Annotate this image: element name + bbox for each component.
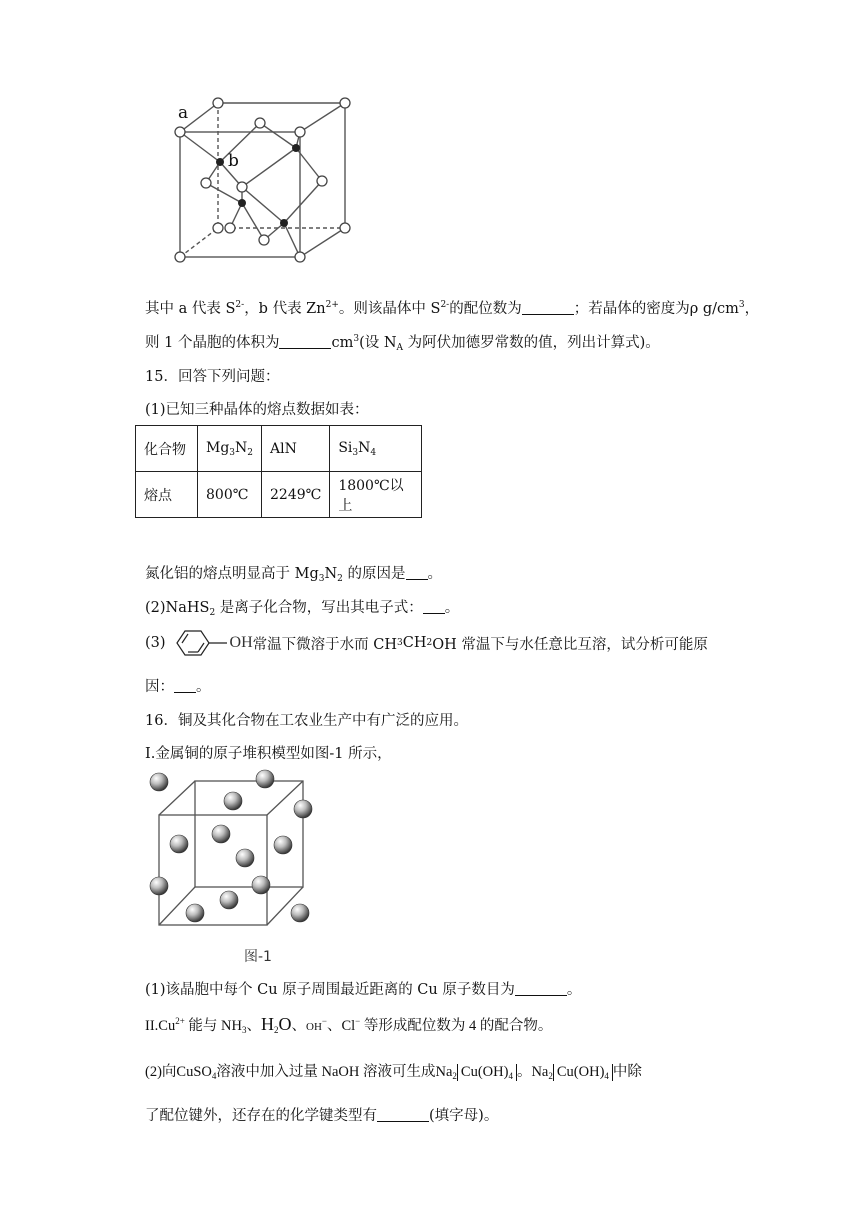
figure-caption: 图-1 — [244, 949, 272, 965]
q15-title: 15．回答下列问题： — [145, 369, 280, 385]
table-row — [136, 472, 422, 518]
table-cell: 2249℃ — [262, 472, 330, 518]
table-header-cell: 化合物 — [136, 426, 198, 472]
q16-q1: (1)该晶胞中每个 Cu 原子周围最近距离的 Cu 原子数目为 。 — [145, 982, 582, 998]
zns-unit-cell-figure — [170, 95, 360, 265]
label-b: b — [228, 151, 239, 171]
cu-fcc-figure — [143, 765, 323, 930]
answer-blank[interactable] — [377, 1107, 429, 1122]
answer-blank[interactable] — [515, 981, 567, 996]
q16-p1: I.金属铜的原子堆积模型如图-1 所示， — [145, 746, 392, 762]
answer-blank[interactable] — [423, 599, 445, 614]
label-a: a — [178, 103, 189, 123]
table-cell: 熔点 — [136, 472, 198, 518]
phenol-ring-icon — [167, 628, 229, 658]
q16-title: 16．铜及其化合物在工农业生产中有广泛的应用。 — [145, 713, 468, 729]
answer-blank[interactable] — [279, 334, 331, 349]
q15-p2: (2)NaHS$_2$ 是离子化合物，写出其电子式： 。 — [145, 600, 460, 618]
q14-line1: 其中 a 代表 $S^{2-}$，b 代表 $Zn^{2+}$。则该晶体中 $S^{2-}$的配位数为 ；若晶体的密度为ρ $g/cm^3$， — [145, 300, 760, 317]
q16-p2: $II.Cu^{2+}$ 能与 $NH_3$、$H_2O$、OH−、Cl− 等形成配位数为 4 的配合物。 — [145, 1014, 553, 1035]
answer-blank[interactable] — [522, 300, 574, 315]
melting-point-table — [135, 425, 422, 518]
table-header-cell: AlN — [262, 426, 330, 472]
q16-q2-line2: 了配位键外，还存在的化学键类型有 (填字母)。 — [145, 1108, 499, 1124]
answer-blank[interactable] — [174, 678, 196, 693]
q15-p3-line2: 因： 。 — [145, 679, 211, 695]
answer-blank[interactable] — [406, 565, 428, 580]
q15-p1: (1)已知三种晶体的熔点数据如表： — [145, 402, 369, 418]
q15-after-table: 氮化铝的熔点明显高于 $Mg_3N_2$ 的原因是 。 — [145, 566, 443, 584]
q16-q2-line1: (2)向CuSO$_4$溶液中加入过量 NaOH 溶液可生成$Na_2$ $Cu(OH)_4$ 。$Na_2$ $Cu(OH)_4$ 中除 — [145, 1064, 642, 1081]
q14-line2: 则 1 个晶胞的体积为 $cm^3$(设 $N_A$ 为阿伏加德罗常数的值，列出计算式)。 — [145, 334, 660, 353]
table-header-cell: $Si_3N_4$ — [330, 426, 422, 472]
table-cell: 800℃ — [198, 472, 262, 518]
table-header-cell: $Mg_3N_2$ — [198, 426, 262, 472]
q15-p3: (3) OH 常温下微溶于水而 CH 3 CH 2 OH 常温下与水任意比互溶，试分析可能原 — [145, 628, 708, 658]
table-row — [136, 426, 422, 472]
table-cell: 1800℃以上 — [330, 472, 422, 518]
